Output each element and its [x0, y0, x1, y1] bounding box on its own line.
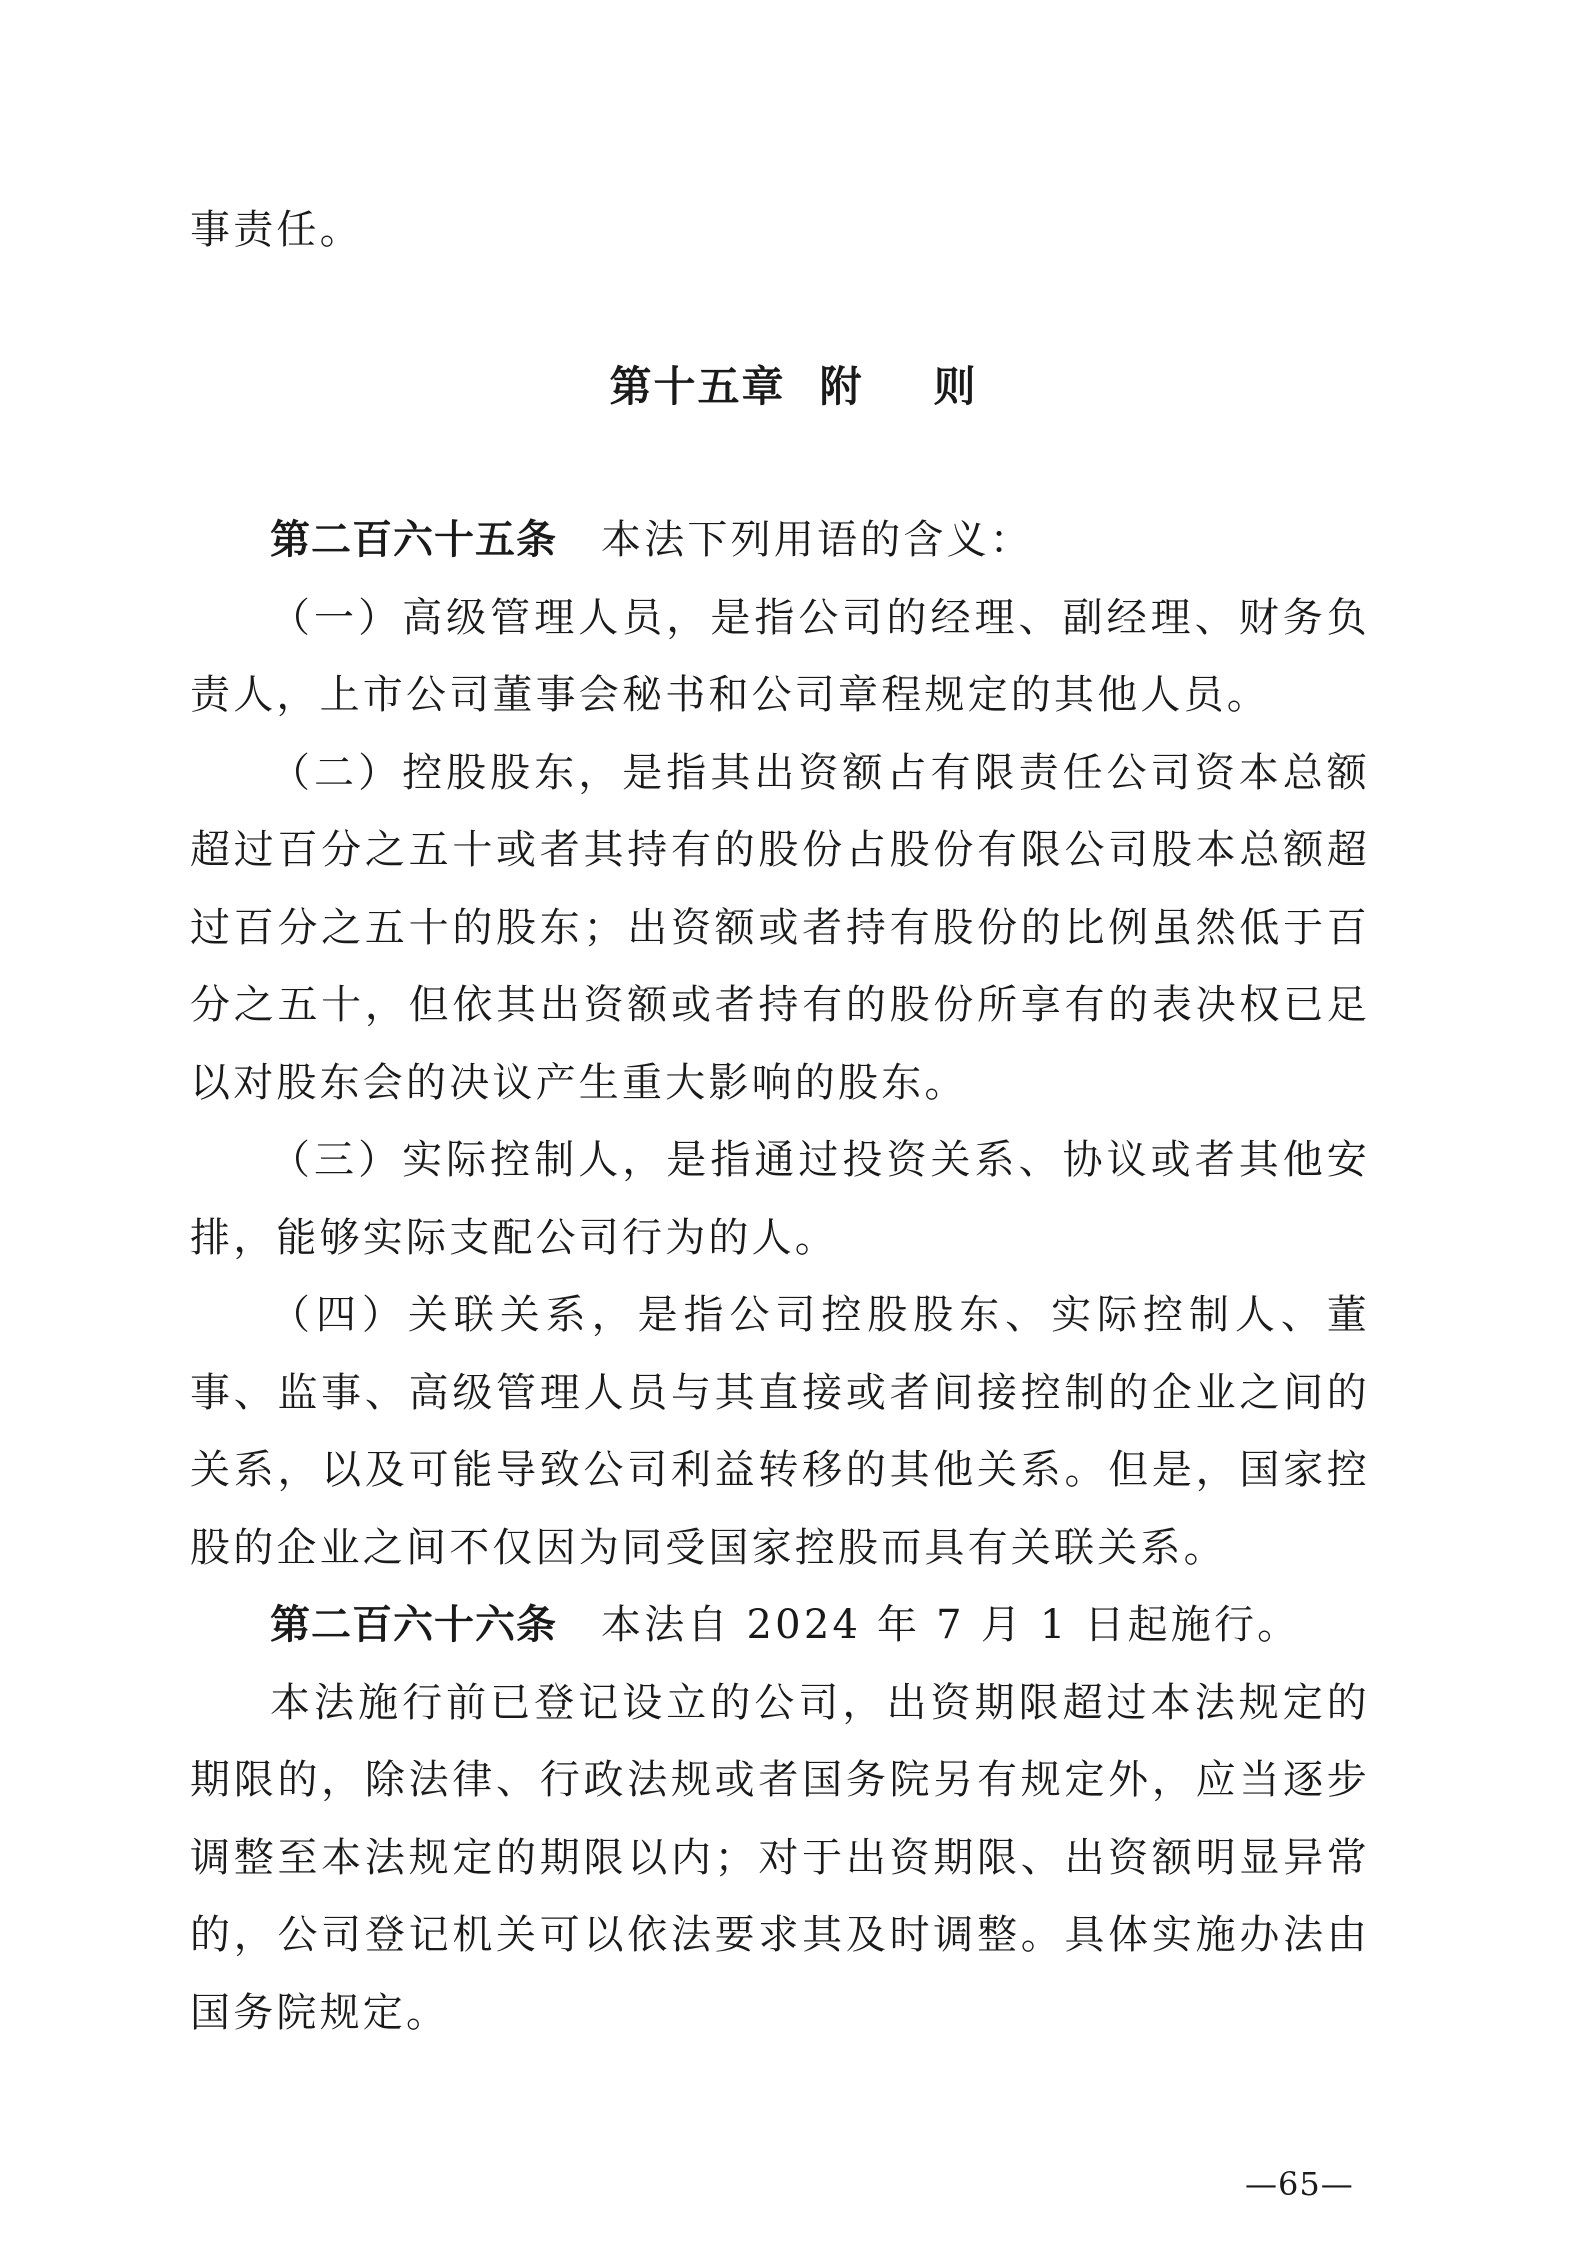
chapter-heading [0, 348, 1587, 425]
article-265-item-4: （四）关联关系，是指公司控股股东、实际控制人、董事、监事、高级管理人员与其直接或者间接控制的企业之间的关系，以及可能导致公司利益转移的其他关系。但是，国家控股的企业之间不仅因为同受国家控股而具有关联关系。 [190, 1292, 1370, 1571]
carry-over-text: 事责任。 [190, 207, 363, 253]
page-number: —65— [1245, 2165, 1354, 2203]
chapter-title-part2: 则 [933, 362, 978, 411]
article-266-heading [190, 1587, 1370, 1665]
chapter-title-part1: 附 [819, 362, 864, 411]
chapter-number: 第十五章 [609, 362, 786, 411]
article-266-paragraph-2: 本法施行前已登记设立的公司，出资期限超过本法规定的期限的，除法律、行政法规或者国务院另有规定外，应当逐步调整至本法规定的期限以内；对于出资期限、出资额明显异常的，公司登记机关可以依法要求其及时调整。具体实施办法由国务院规定。 [190, 1679, 1370, 2036]
article-265-item-1: （一）高级管理人员，是指公司的经理、副经理、财务负责人，上市公司董事会秘书和公司章程规定的其他人员。 [190, 594, 1370, 718]
article-265-number: 第二百六十五条 [270, 517, 557, 563]
article-265-heading [190, 502, 1370, 580]
chapter-body [190, 502, 1370, 2052]
article-265-item-2: （二）控股股东，是指其出资额占有限责任公司资本总额超过百分之五十或者其持有的股份占股份有限公司股本总额超过百分之五十的股东；出资额或者持有股份的比例虽然低于百分之五十，但依其出资额或者持有的股份所享有的表决权已足以对股东会的决议产生重大影响的股东。 [190, 749, 1370, 1106]
article-265-lead: 本法下列用语的含义： [601, 517, 1033, 563]
article-266-number: 第二百六十六条 [270, 1602, 557, 1648]
article-265-item-3: （三）实际控制人，是指通过投资关系、协议或者其他安排，能够实际支配公司行为的人。 [190, 1137, 1370, 1261]
article-266-lead: 本法自 2024 年 7 月 1 日起施行。 [601, 1602, 1301, 1648]
